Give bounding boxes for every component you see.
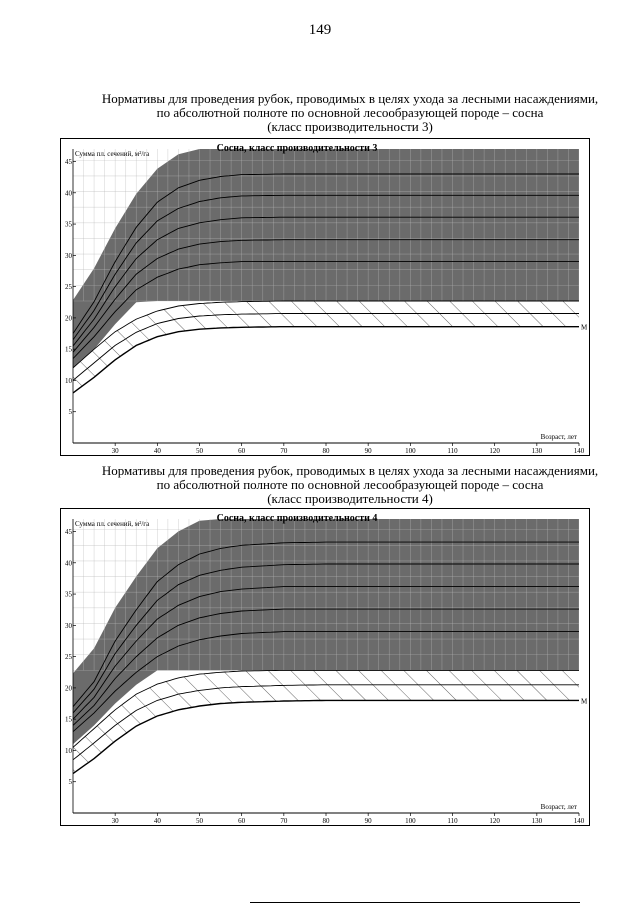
y-tick-label: 25 — [65, 653, 72, 662]
x-tick-label: 90 — [364, 447, 372, 455]
x-tick-label: 70 — [280, 817, 288, 825]
plot-area — [73, 519, 579, 774]
x-axis-label: Возраст, лет — [540, 803, 577, 811]
x-tick-label: 40 — [153, 447, 161, 455]
page-bottom-rule — [250, 902, 580, 903]
y-axis-label: Сумма пл. сечений, м²/га — [75, 520, 150, 528]
x-tick-label: 30 — [111, 447, 119, 455]
heading-line: по абсолютной полноте по основной лесообразующей породе – сосна — [156, 477, 544, 492]
x-tick-label: 50 — [196, 817, 203, 825]
chart-heading-2 — [60, 464, 640, 506]
y-tick-label: 35 — [65, 220, 72, 229]
x-tick-label: 120 — [489, 817, 500, 825]
heading-line: (класс производительности 3) — [267, 119, 433, 134]
x-tick-label: 110 — [447, 817, 458, 825]
hatched-band — [73, 670, 579, 773]
y-tick-label: 20 — [65, 684, 72, 693]
x-tick-label: 70 — [280, 447, 288, 455]
y-tick-label: 30 — [65, 621, 72, 630]
y-tick-label: 40 — [65, 189, 72, 198]
y-tick-label: 5 — [68, 408, 72, 417]
y-tick-label: 15 — [65, 345, 72, 354]
y-tick-label: 20 — [65, 314, 72, 323]
chart-panel-class-4 — [60, 508, 590, 826]
y-tick-label: 40 — [65, 559, 72, 568]
x-tick-label: 40 — [153, 817, 161, 825]
y-tick-label: 10 — [65, 746, 72, 755]
x-tick-label: 100 — [405, 817, 416, 825]
heading-line: по абсолютной полноте по основной лесообразующей породе – сосна — [156, 105, 544, 120]
chart-heading-1 — [60, 92, 640, 134]
y-axis-label: Сумма пл. сечений, м²/га — [75, 150, 150, 158]
x-tick-label: 120 — [489, 447, 500, 455]
x-tick-label: 80 — [322, 817, 330, 825]
x-tick-label: 30 — [111, 817, 119, 825]
x-tick-label: 140 — [573, 447, 585, 455]
series-end-label: M — [581, 697, 588, 706]
x-tick-label: 140 — [573, 817, 585, 825]
x-tick-label: 100 — [405, 447, 416, 455]
x-tick-label: 60 — [238, 447, 246, 455]
y-tick-label: 25 — [65, 283, 72, 292]
page-number: 149 — [308, 22, 332, 38]
x-tick-label: 110 — [447, 447, 458, 455]
hatched-band — [73, 301, 579, 393]
y-tick-label: 35 — [65, 590, 72, 599]
x-tick-label: 130 — [531, 447, 543, 455]
heading-line: Нормативы для проведения рубок, проводимых в целях ухода за лесными насаждениями, — [101, 463, 599, 478]
x-tick-label: 80 — [322, 447, 330, 455]
y-tick-label: 45 — [65, 528, 72, 537]
plot-area — [73, 149, 579, 393]
x-axis-label: Возраст, лет — [540, 433, 577, 441]
series-end-label: M — [581, 323, 588, 332]
heading-line: Нормативы для проведения рубок, проводимых в целях ухода за лесными насаждениями, — [101, 91, 599, 106]
x-tick-label: 50 — [196, 447, 203, 455]
chart-svg — [61, 139, 589, 455]
chart-panel-class-3 — [60, 138, 590, 456]
y-tick-label: 15 — [65, 715, 72, 724]
y-tick-label: 45 — [65, 158, 72, 167]
y-tick-label: 5 — [68, 778, 72, 787]
x-tick-label: 90 — [364, 817, 372, 825]
chart-svg — [61, 509, 589, 825]
chart-title: Сосна, класс производительности 4 — [216, 513, 378, 524]
chart-title: Сосна, класс производительности 3 — [216, 143, 378, 154]
heading-line: (класс производительности 4) — [267, 491, 433, 506]
y-tick-label: 30 — [65, 251, 72, 260]
x-tick-label: 130 — [531, 817, 543, 825]
x-tick-label: 60 — [238, 817, 246, 825]
y-tick-label: 10 — [65, 376, 72, 385]
